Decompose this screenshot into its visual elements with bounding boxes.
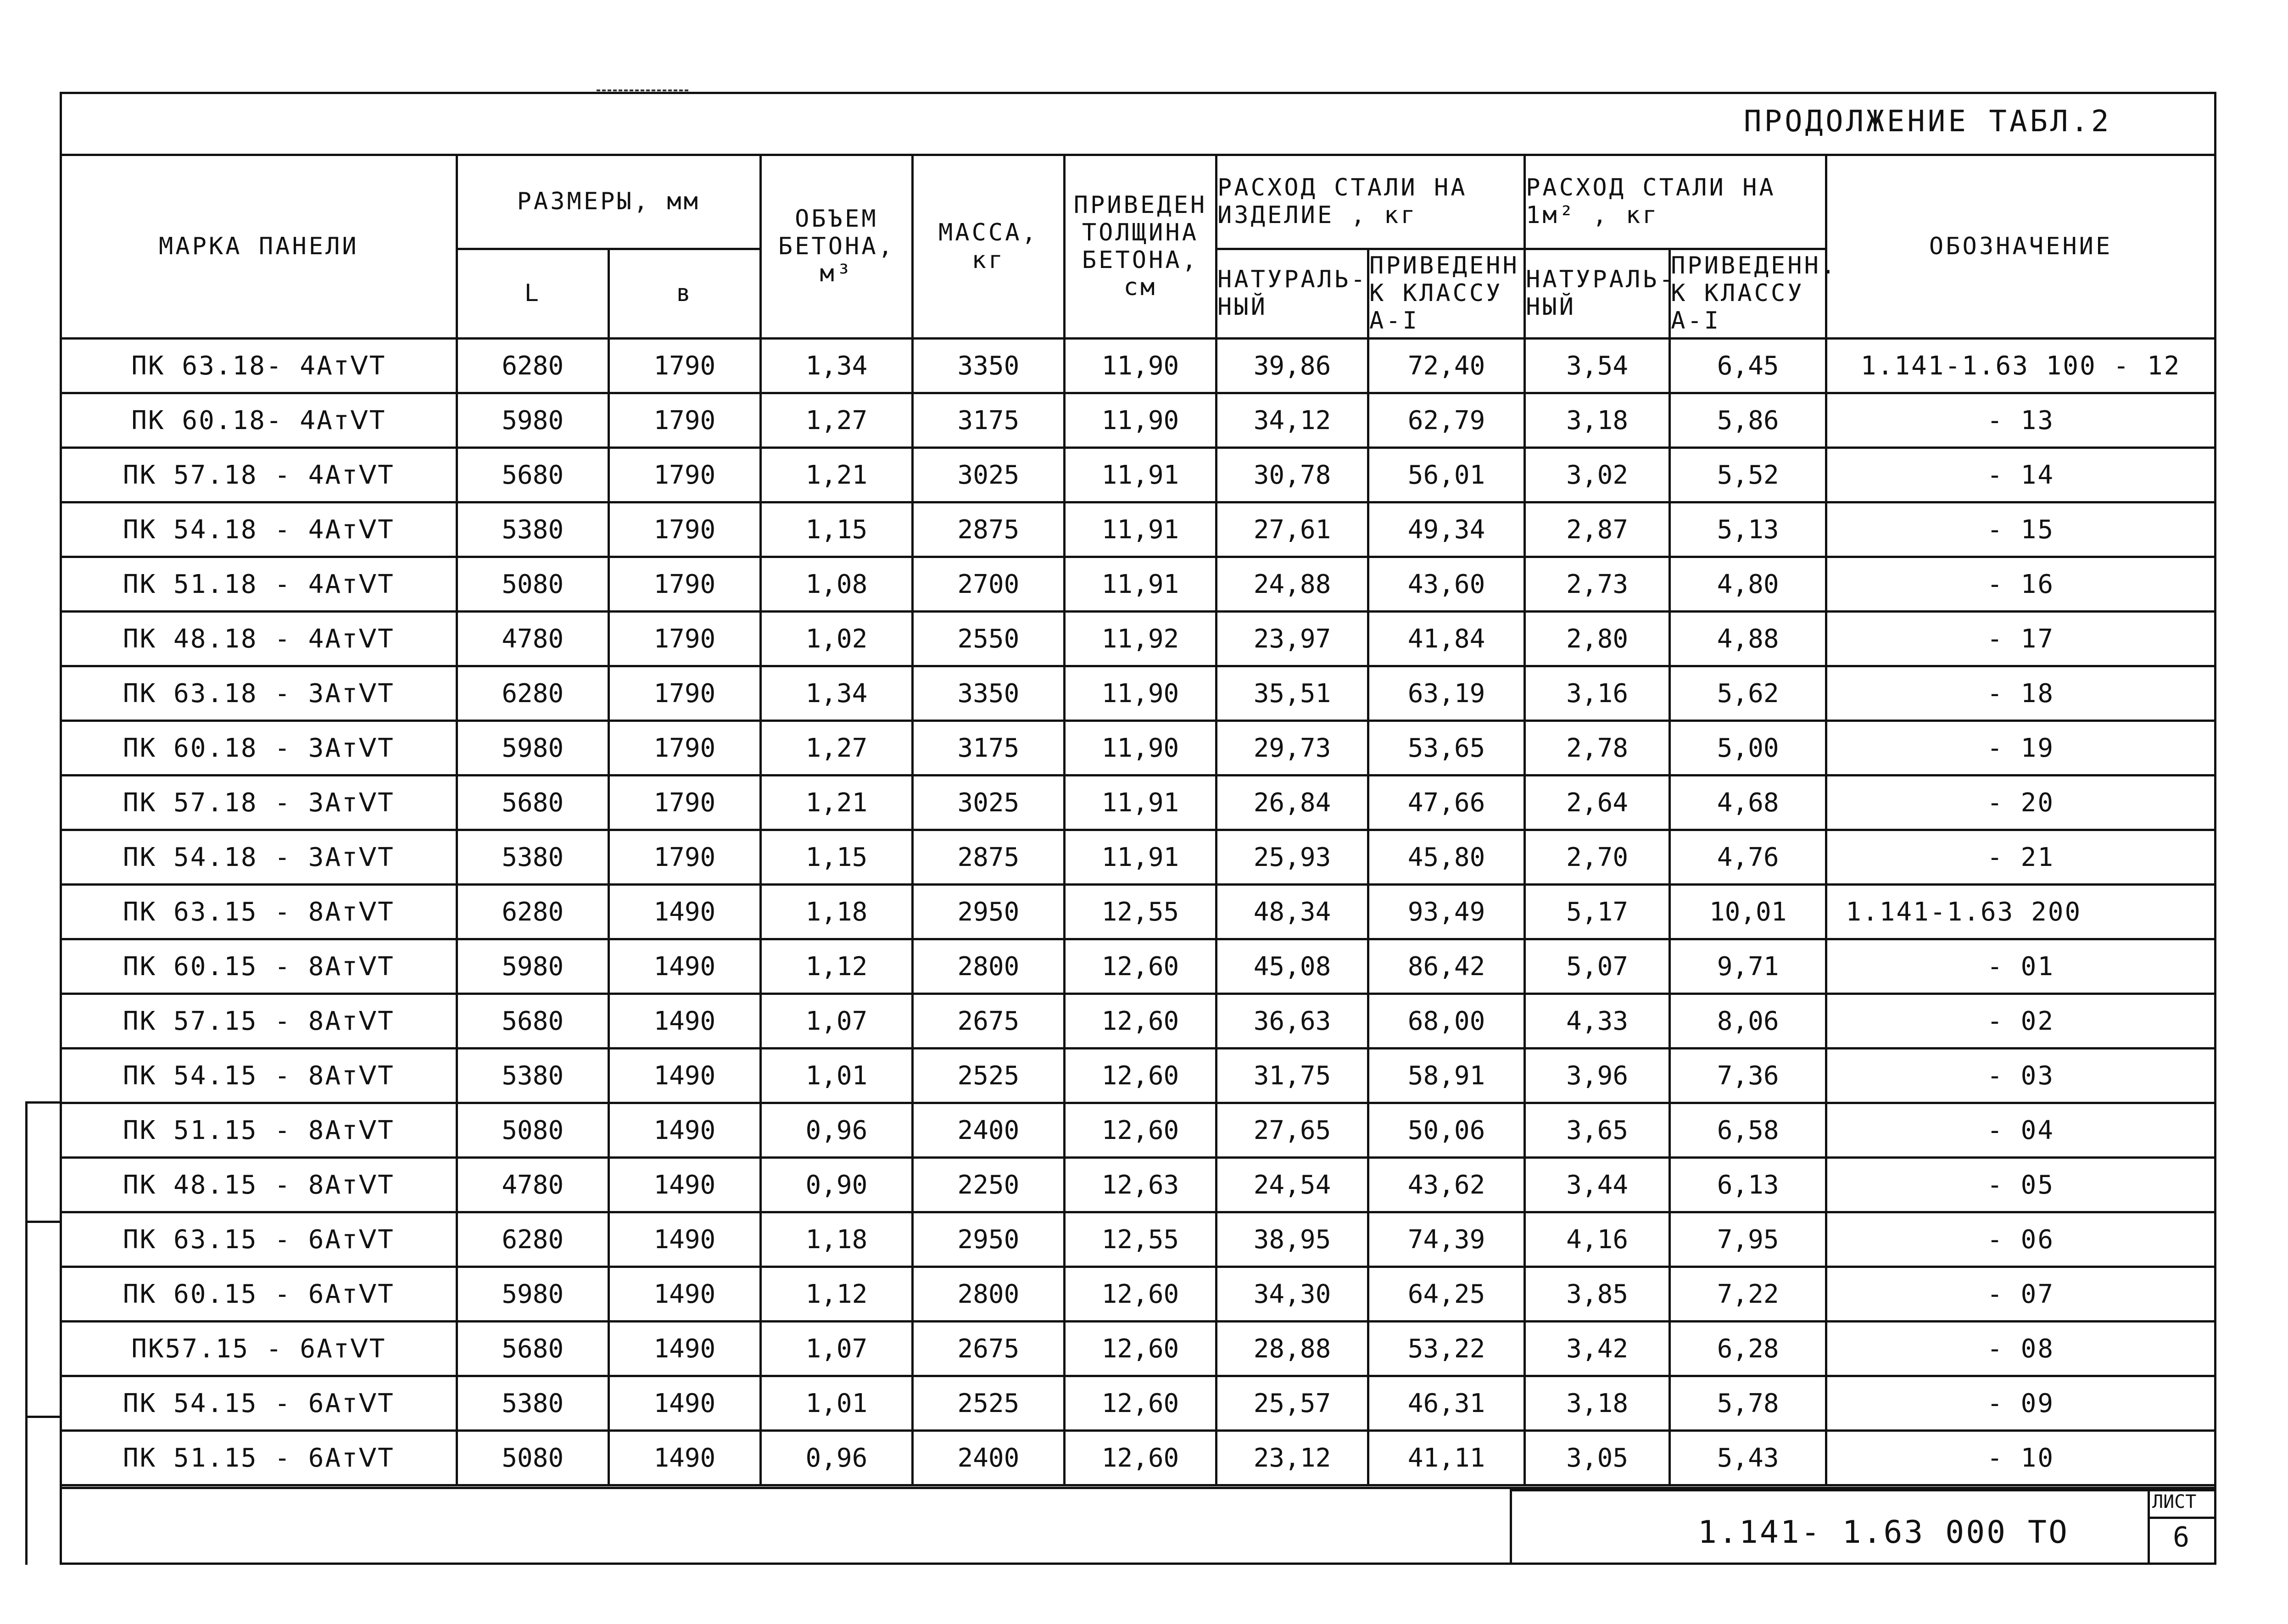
cell-thickness: 11,90 xyxy=(1064,721,1216,776)
cell-designation: 1.141-1.63 100 - 12 xyxy=(1826,339,2215,393)
cell-marka: ПК 57.15 - 8АтⅤТ xyxy=(61,994,457,1049)
cell-steel-m2-natural: 3,44 xyxy=(1525,1158,1670,1212)
cell-marka: ПК 60.18 - 3АтⅤТ xyxy=(61,721,457,776)
cell-width: 1490 xyxy=(608,1049,760,1103)
cell-steel-m2-natural: 5,17 xyxy=(1525,885,1670,939)
cell-width: 1490 xyxy=(608,1267,760,1322)
header-obem: ОБЪЕМ БЕТОНА, м³ xyxy=(760,155,912,339)
cell-mass: 2950 xyxy=(912,885,1064,939)
cell-designation: - 03 xyxy=(1826,1049,2215,1103)
table-row xyxy=(61,1431,2215,1485)
cell-steel-m2-reduced: 7,95 xyxy=(1670,1212,1826,1267)
cell-designation: - 02 xyxy=(1826,994,2215,1049)
cell-volume: 1,01 xyxy=(760,1049,912,1103)
cell-mass: 3025 xyxy=(912,776,1064,830)
binding-margin-line xyxy=(25,1101,28,1565)
cell-steel-reduced: 93,49 xyxy=(1368,885,1525,939)
cell-steel-m2-natural: 2,64 xyxy=(1525,776,1670,830)
cell-volume: 1,15 xyxy=(760,830,912,885)
cell-steel-m2-reduced: 6,45 xyxy=(1670,339,1826,393)
cell-width: 1790 xyxy=(608,502,760,557)
cell-thickness: 12,60 xyxy=(1064,1103,1216,1158)
cell-volume: 1,18 xyxy=(760,885,912,939)
cell-width: 1790 xyxy=(608,393,760,448)
cell-designation: - 08 xyxy=(1826,1322,2215,1376)
cell-marka: ПК57.15 - 6АтⅤТ xyxy=(61,1322,457,1376)
cell-marka: ПК 63.15 - 8АтⅤТ xyxy=(61,885,457,939)
cell-volume: 1,34 xyxy=(760,666,912,721)
cell-thickness: 11,90 xyxy=(1064,393,1216,448)
table-row xyxy=(61,448,2215,502)
table-row xyxy=(61,1158,2215,1212)
cell-volume: 0,90 xyxy=(760,1158,912,1212)
cell-steel-m2-natural: 2,78 xyxy=(1525,721,1670,776)
cell-thickness: 12,55 xyxy=(1064,885,1216,939)
cell-steel-natural: 29,73 xyxy=(1216,721,1368,776)
cell-designation: - 01 xyxy=(1826,939,2215,994)
cell-steel-natural: 31,75 xyxy=(1216,1049,1368,1103)
cell-steel-m2-reduced: 6,28 xyxy=(1670,1322,1826,1376)
cell-width: 1490 xyxy=(608,1103,760,1158)
header-massa: МАССА, кг xyxy=(912,155,1064,339)
table-row xyxy=(61,939,2215,994)
cell-thickness: 12,60 xyxy=(1064,1376,1216,1431)
cell-steel-m2-reduced: 5,52 xyxy=(1670,448,1826,502)
cell-marka: ПК 54.15 - 6АтⅤТ xyxy=(61,1376,457,1431)
cell-thickness: 12,60 xyxy=(1064,1267,1216,1322)
cell-steel-m2-natural: 2,80 xyxy=(1525,612,1670,666)
cell-mass: 2525 xyxy=(912,1049,1064,1103)
sheet-label: ЛИСТ xyxy=(2152,1491,2197,1512)
cell-mass: 2950 xyxy=(912,1212,1064,1267)
cell-width: 1790 xyxy=(608,339,760,393)
cell-designation: - 16 xyxy=(1826,557,2215,612)
cell-steel-reduced: 49,34 xyxy=(1368,502,1525,557)
cell-length: 5080 xyxy=(457,1431,608,1485)
cell-steel-reduced: 43,60 xyxy=(1368,557,1525,612)
table-row xyxy=(61,776,2215,830)
cell-designation: - 20 xyxy=(1826,776,2215,830)
cell-length: 5980 xyxy=(457,393,608,448)
cell-width: 1490 xyxy=(608,994,760,1049)
table-row xyxy=(61,666,2215,721)
margin-tick xyxy=(25,1101,62,1104)
cell-steel-reduced: 53,22 xyxy=(1368,1322,1525,1376)
header-tolshchina: ПРИВЕДЕН ТОЛЩИНА БЕТОНА, см xyxy=(1064,155,1216,339)
cell-mass: 3175 xyxy=(912,721,1064,776)
cell-designation: - 21 xyxy=(1826,830,2215,885)
table-row xyxy=(61,1267,2215,1322)
cell-width: 1490 xyxy=(608,1158,760,1212)
cell-volume: 1,18 xyxy=(760,1212,912,1267)
panel-table xyxy=(60,154,2216,1486)
cell-width: 1790 xyxy=(608,666,760,721)
cell-marka: ПК 54.18 - 4АтⅤТ xyxy=(61,502,457,557)
cell-width: 1790 xyxy=(608,830,760,885)
cell-thickness: 12,60 xyxy=(1064,1322,1216,1376)
cell-steel-reduced: 56,01 xyxy=(1368,448,1525,502)
cell-volume: 1,02 xyxy=(760,612,912,666)
cell-mass: 2550 xyxy=(912,612,1064,666)
cell-steel-m2-reduced: 9,71 xyxy=(1670,939,1826,994)
cell-designation: 1.141-1.63 200 xyxy=(1826,885,2215,939)
cell-steel-reduced: 58,91 xyxy=(1368,1049,1525,1103)
cell-length: 5380 xyxy=(457,830,608,885)
cell-marka: ПК 60.18- 4АтⅤТ xyxy=(61,393,457,448)
cell-mass: 2700 xyxy=(912,557,1064,612)
cell-steel-natural: 25,93 xyxy=(1216,830,1368,885)
cell-designation: - 15 xyxy=(1826,502,2215,557)
header-oboznachenie: ОБОЗНАЧЕНИЕ xyxy=(1826,155,2215,339)
cell-volume: 1,15 xyxy=(760,502,912,557)
cell-steel-m2-reduced: 5,62 xyxy=(1670,666,1826,721)
cell-volume: 1,01 xyxy=(760,1376,912,1431)
cell-steel-m2-natural: 3,65 xyxy=(1525,1103,1670,1158)
cell-steel-m2-natural: 3,96 xyxy=(1525,1049,1670,1103)
margin-tick xyxy=(25,1221,62,1223)
cell-steel-reduced: 74,39 xyxy=(1368,1212,1525,1267)
cell-steel-m2-natural: 3,54 xyxy=(1525,339,1670,393)
cell-steel-natural: 26,84 xyxy=(1216,776,1368,830)
cell-marka: ПК 60.15 - 6АтⅤТ xyxy=(61,1267,457,1322)
cell-steel-reduced: 68,00 xyxy=(1368,994,1525,1049)
cell-steel-natural: 39,86 xyxy=(1216,339,1368,393)
cell-steel-reduced: 47,66 xyxy=(1368,776,1525,830)
cell-steel-m2-reduced: 6,13 xyxy=(1670,1158,1826,1212)
cell-thickness: 12,55 xyxy=(1064,1212,1216,1267)
cell-length: 5680 xyxy=(457,1322,608,1376)
cell-steel-m2-natural: 2,87 xyxy=(1525,502,1670,557)
cell-thickness: 11,91 xyxy=(1064,830,1216,885)
cell-steel-reduced: 45,80 xyxy=(1368,830,1525,885)
header-privedenn-m2: ПРИВЕДЕНН. К КЛАССУ А-I xyxy=(1670,249,1826,339)
table-row xyxy=(61,612,2215,666)
cell-width: 1790 xyxy=(608,448,760,502)
cell-thickness: 11,91 xyxy=(1064,502,1216,557)
cell-width: 1490 xyxy=(608,1376,760,1431)
cell-volume: 1,21 xyxy=(760,776,912,830)
table-row xyxy=(61,557,2215,612)
cell-steel-natural: 48,34 xyxy=(1216,885,1368,939)
cell-volume: 1,07 xyxy=(760,1322,912,1376)
cell-thickness: 12,60 xyxy=(1064,1049,1216,1103)
table-row xyxy=(61,721,2215,776)
cell-length: 5380 xyxy=(457,1049,608,1103)
header-marka: МАРКА ПАНЕЛИ xyxy=(61,155,457,339)
header-privedenn-izd: ПРИВЕДЕНН К КЛАССУ А-I xyxy=(1368,249,1525,339)
cell-steel-natural: 34,12 xyxy=(1216,393,1368,448)
cell-designation: - 05 xyxy=(1826,1158,2215,1212)
cell-steel-natural: 36,63 xyxy=(1216,994,1368,1049)
cell-thickness: 11,90 xyxy=(1064,339,1216,393)
cell-length: 4780 xyxy=(457,612,608,666)
cell-steel-m2-natural: 5,07 xyxy=(1525,939,1670,994)
cell-width: 1790 xyxy=(608,557,760,612)
cell-width: 1790 xyxy=(608,721,760,776)
cell-thickness: 12,63 xyxy=(1064,1158,1216,1212)
table-row xyxy=(61,994,2215,1049)
cell-mass: 2400 xyxy=(912,1431,1064,1485)
table-row xyxy=(61,1049,2215,1103)
cell-steel-m2-reduced: 5,78 xyxy=(1670,1376,1826,1431)
cell-steel-m2-natural: 3,05 xyxy=(1525,1431,1670,1485)
cell-steel-natural: 25,57 xyxy=(1216,1376,1368,1431)
cell-steel-m2-reduced: 4,88 xyxy=(1670,612,1826,666)
cell-marka: ПК 57.18 - 4АтⅤТ xyxy=(61,448,457,502)
cell-steel-m2-natural: 2,70 xyxy=(1525,830,1670,885)
table-row xyxy=(61,502,2215,557)
cell-steel-reduced: 63,19 xyxy=(1368,666,1525,721)
cell-steel-m2-natural: 4,33 xyxy=(1525,994,1670,1049)
cell-length: 6280 xyxy=(457,1212,608,1267)
cell-marka: ПК 51.18 - 4АтⅤТ xyxy=(61,557,457,612)
cell-length: 5380 xyxy=(457,502,608,557)
header-natural-m2: НАТУРАЛЬ-НЫЙ xyxy=(1525,249,1670,339)
cell-width: 1490 xyxy=(608,939,760,994)
cell-steel-m2-reduced: 5,00 xyxy=(1670,721,1826,776)
cell-designation: - 06 xyxy=(1826,1212,2215,1267)
table-row xyxy=(61,393,2215,448)
cell-marka: ПК 60.15 - 8АтⅤТ xyxy=(61,939,457,994)
cell-thickness: 11,92 xyxy=(1064,612,1216,666)
cell-width: 1490 xyxy=(608,885,760,939)
cell-steel-m2-reduced: 5,86 xyxy=(1670,393,1826,448)
cell-marka: ПК 54.18 - 3АтⅤТ xyxy=(61,830,457,885)
cell-thickness: 11,91 xyxy=(1064,557,1216,612)
cell-steel-reduced: 62,79 xyxy=(1368,393,1525,448)
cell-thickness: 11,91 xyxy=(1064,776,1216,830)
cell-steel-reduced: 72,40 xyxy=(1368,339,1525,393)
cell-marka: ПК 54.15 - 8АтⅤТ xyxy=(61,1049,457,1103)
cell-mass: 2675 xyxy=(912,1322,1064,1376)
cell-length: 5380 xyxy=(457,1376,608,1431)
cell-marka: ПК 51.15 - 6АтⅤТ xyxy=(61,1431,457,1485)
header-rashod-m2: РАСХОД СТАЛИ НА 1м² , кг xyxy=(1525,155,1826,249)
cell-designation: - 14 xyxy=(1826,448,2215,502)
cell-steel-m2-reduced: 6,58 xyxy=(1670,1103,1826,1158)
cell-marka: ПК 48.15 - 8АтⅤТ xyxy=(61,1158,457,1212)
cell-steel-m2-reduced: 5,13 xyxy=(1670,502,1826,557)
cell-steel-reduced: 53,65 xyxy=(1368,721,1525,776)
cell-mass: 2875 xyxy=(912,502,1064,557)
cell-length: 5980 xyxy=(457,939,608,994)
cell-marka: ПК 57.18 - 3АтⅤТ xyxy=(61,776,457,830)
header-L: L xyxy=(457,249,608,339)
table-row xyxy=(61,1212,2215,1267)
table-row xyxy=(61,1103,2215,1158)
cell-steel-natural: 38,95 xyxy=(1216,1212,1368,1267)
cell-width: 1490 xyxy=(608,1431,760,1485)
sheet-box-divider xyxy=(2148,1517,2216,1519)
cell-designation: - 09 xyxy=(1826,1376,2215,1431)
cell-steel-m2-natural: 3,02 xyxy=(1525,448,1670,502)
cell-steel-m2-natural: 4,16 xyxy=(1525,1212,1670,1267)
cell-volume: 1,12 xyxy=(760,1267,912,1322)
cell-steel-m2-natural: 3,18 xyxy=(1525,393,1670,448)
cell-mass: 3025 xyxy=(912,448,1064,502)
cell-steel-m2-natural: 3,16 xyxy=(1525,666,1670,721)
cell-steel-natural: 27,65 xyxy=(1216,1103,1368,1158)
cell-steel-natural: 23,97 xyxy=(1216,612,1368,666)
cell-steel-m2-natural: 2,73 xyxy=(1525,557,1670,612)
cell-volume: 1,08 xyxy=(760,557,912,612)
cell-steel-m2-reduced: 7,22 xyxy=(1670,1267,1826,1322)
cell-thickness: 11,91 xyxy=(1064,448,1216,502)
top-dash-mark xyxy=(597,89,688,93)
header-natural-izd: НАТУРАЛЬ-НЫЙ xyxy=(1216,249,1368,339)
cell-designation: - 13 xyxy=(1826,393,2215,448)
document-code: 1.141- 1.63 000 ТО xyxy=(1698,1514,2069,1551)
cell-thickness: 12,60 xyxy=(1064,939,1216,994)
cell-width: 1490 xyxy=(608,1212,760,1267)
cell-designation: - 19 xyxy=(1826,721,2215,776)
cell-marka: ПК 51.15 - 8АтⅤТ xyxy=(61,1103,457,1158)
cell-mass: 2875 xyxy=(912,830,1064,885)
cell-marka: ПК 48.18 - 4АтⅤТ xyxy=(61,612,457,666)
cell-steel-natural: 34,30 xyxy=(1216,1267,1368,1322)
sheet-number: 6 xyxy=(2173,1521,2190,1553)
cell-length: 5080 xyxy=(457,1103,608,1158)
cell-steel-natural: 24,54 xyxy=(1216,1158,1368,1212)
cell-width: 1790 xyxy=(608,612,760,666)
cell-steel-natural: 45,08 xyxy=(1216,939,1368,994)
cell-length: 4780 xyxy=(457,1158,608,1212)
cell-mass: 2400 xyxy=(912,1103,1064,1158)
cell-width: 1790 xyxy=(608,776,760,830)
table-caption: ПРОДОЛЖЕНИЕ ТАБЛ.2 xyxy=(1744,105,2112,139)
header-b: в xyxy=(608,249,760,339)
table-row xyxy=(61,830,2215,885)
cell-steel-m2-reduced: 5,43 xyxy=(1670,1431,1826,1485)
cell-length: 5680 xyxy=(457,776,608,830)
cell-volume: 1,12 xyxy=(760,939,912,994)
header-razmery: РАЗМЕРЫ, мм xyxy=(457,155,760,249)
cell-steel-m2-reduced: 7,36 xyxy=(1670,1049,1826,1103)
cell-length: 5980 xyxy=(457,721,608,776)
cell-steel-m2-natural: 3,42 xyxy=(1525,1322,1670,1376)
cell-steel-reduced: 46,31 xyxy=(1368,1376,1525,1431)
cell-length: 6280 xyxy=(457,885,608,939)
cell-steel-natural: 27,61 xyxy=(1216,502,1368,557)
cell-steel-natural: 28,88 xyxy=(1216,1322,1368,1376)
cell-mass: 3175 xyxy=(912,393,1064,448)
cell-designation: - 04 xyxy=(1826,1103,2215,1158)
cell-length: 5680 xyxy=(457,994,608,1049)
cell-steel-reduced: 64,25 xyxy=(1368,1267,1525,1322)
cell-length: 6280 xyxy=(457,339,608,393)
cell-designation: - 17 xyxy=(1826,612,2215,666)
cell-steel-m2-natural: 3,18 xyxy=(1525,1376,1670,1431)
cell-thickness: 12,60 xyxy=(1064,994,1216,1049)
margin-tick xyxy=(25,1416,62,1418)
cell-steel-reduced: 86,42 xyxy=(1368,939,1525,994)
cell-width: 1490 xyxy=(608,1322,760,1376)
cell-designation: - 07 xyxy=(1826,1267,2215,1322)
cell-mass: 2675 xyxy=(912,994,1064,1049)
cell-mass: 2525 xyxy=(912,1376,1064,1431)
cell-steel-reduced: 41,11 xyxy=(1368,1431,1525,1485)
cell-volume: 1,07 xyxy=(760,994,912,1049)
cell-mass: 3350 xyxy=(912,666,1064,721)
cell-marka: ПК 63.15 - 6АтⅤТ xyxy=(61,1212,457,1267)
cell-length: 5980 xyxy=(457,1267,608,1322)
cell-volume: 0,96 xyxy=(760,1103,912,1158)
table-row xyxy=(61,1322,2215,1376)
cell-steel-m2-reduced: 4,68 xyxy=(1670,776,1826,830)
cell-length: 5680 xyxy=(457,448,608,502)
cell-volume: 0,96 xyxy=(760,1431,912,1485)
cell-mass: 2250 xyxy=(912,1158,1064,1212)
cell-steel-natural: 23,12 xyxy=(1216,1431,1368,1485)
header-rashod-izdelie: РАСХОД СТАЛИ НА ИЗДЕЛИЕ , кг xyxy=(1216,155,1524,249)
cell-steel-m2-reduced: 8,06 xyxy=(1670,994,1826,1049)
cell-steel-m2-reduced: 4,80 xyxy=(1670,557,1826,612)
cell-designation: - 18 xyxy=(1826,666,2215,721)
cell-volume: 1,27 xyxy=(760,721,912,776)
cell-thickness: 11,90 xyxy=(1064,666,1216,721)
cell-steel-natural: 30,78 xyxy=(1216,448,1368,502)
table-row xyxy=(61,339,2215,393)
table-row xyxy=(61,885,2215,939)
cell-length: 6280 xyxy=(457,666,608,721)
table-row xyxy=(61,1376,2215,1431)
cell-steel-reduced: 41,84 xyxy=(1368,612,1525,666)
cell-steel-m2-reduced: 10,01 xyxy=(1670,885,1826,939)
cell-volume: 1,34 xyxy=(760,339,912,393)
cell-marka: ПК 63.18- 4АтⅤТ xyxy=(61,339,457,393)
cell-volume: 1,21 xyxy=(760,448,912,502)
cell-steel-natural: 24,88 xyxy=(1216,557,1368,612)
cell-steel-m2-reduced: 4,76 xyxy=(1670,830,1826,885)
cell-length: 5080 xyxy=(457,557,608,612)
cell-designation: - 10 xyxy=(1826,1431,2215,1485)
cell-steel-reduced: 43,62 xyxy=(1368,1158,1525,1212)
cell-steel-reduced: 50,06 xyxy=(1368,1103,1525,1158)
cell-steel-natural: 35,51 xyxy=(1216,666,1368,721)
cell-mass: 2800 xyxy=(912,939,1064,994)
cell-mass: 2800 xyxy=(912,1267,1064,1322)
cell-mass: 3350 xyxy=(912,339,1064,393)
cell-steel-m2-natural: 3,85 xyxy=(1525,1267,1670,1322)
cell-thickness: 12,60 xyxy=(1064,1431,1216,1485)
cell-volume: 1,27 xyxy=(760,393,912,448)
cell-marka: ПК 63.18 - 3АтⅤТ xyxy=(61,666,457,721)
